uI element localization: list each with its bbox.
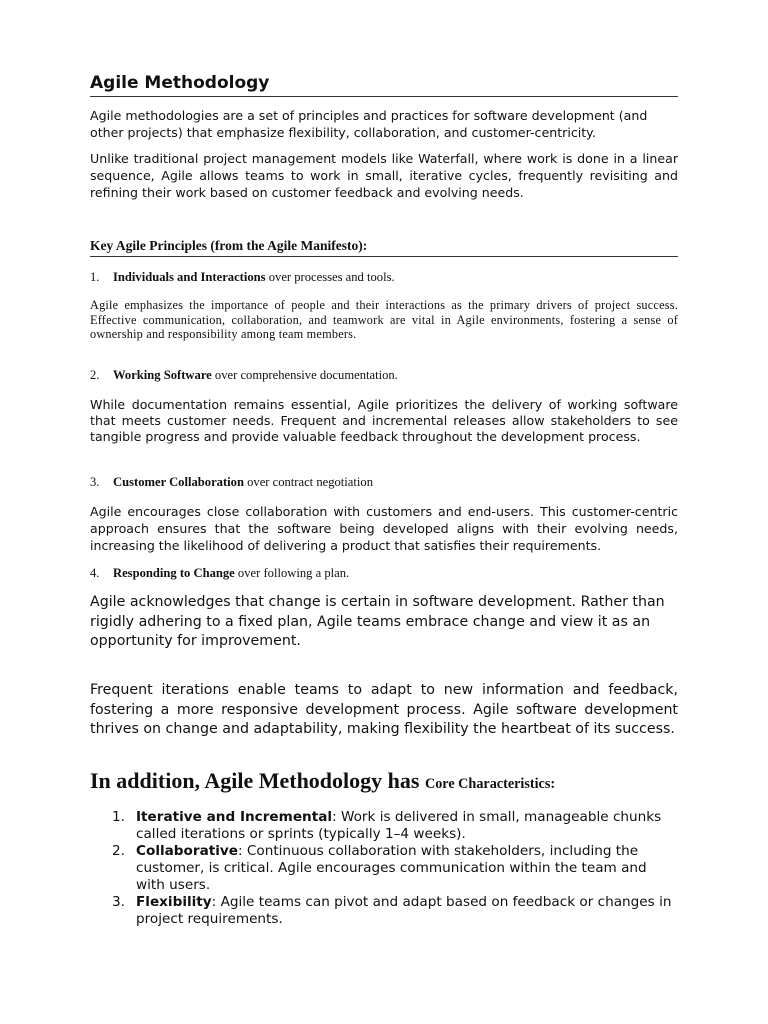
list-number: 1. [112,809,125,825]
list-number: 2. [112,843,125,859]
principle-rest: over processes and tools. [265,270,395,284]
principle-rest: over following a plan. [234,566,350,580]
principles-heading: Key Agile Principles (from the Agile Manifesto): [90,238,678,257]
principle-title: Customer Collaboration [113,475,244,489]
principle-description-1: Agile emphasizes the importance of people and their interactions as the primary drivers of project success. Effective communication, collaboration, and teamwork are vital in Agile environments, fostering a sense of ownership and responsibility among team members. [90,298,678,341]
list-number: 3. [112,894,125,910]
principle-description-2: While documentation remains essential, Agile prioritizes the delivery of working software that meets customer needs. Frequent and incremental releases allow stakeholders to see tangible progress and provide valuable feedback throughout the development process. [90,397,678,444]
characteristic-title: Iterative and Incremental [136,809,333,825]
principle-rest: over comprehensive documentation. [211,368,398,382]
addition-heading-main: In addition, Agile Methodology has [90,768,425,793]
addition-heading [90,768,555,794]
characteristic-item-1 [90,809,678,843]
characteristic-text: : Continuous collaboration with stakeholders, including the customer, is critical. Agile encourages communication within the team and with users. [136,843,647,893]
characteristic-title: Collaborative [136,843,238,859]
principle-number: 4. [90,566,100,580]
closing-paragraph: Frequent iterations enable teams to adapt to new information and feedback, fostering a more responsive development process. Agile software development thrives on change and adaptability, making flexibility the heartbeat of its success. [90,682,678,737]
principle-item-2 [90,368,398,383]
principle-description-3: Agile encourages close collaboration with customers and end-users. This customer-centric approach ensures that the software being developed aligns with their evolving needs, increasing the likelihood of delivering a product that satisfies their requirements. [90,504,678,553]
intro-paragraph-1: Agile methodologies are a set of principles and practices for software development (and other projects) that emphasize flexibility, collaboration, and customer-centricity. [90,108,648,140]
principle-title: Responding to Change [113,566,235,580]
characteristic-item-2 [90,843,678,894]
principle-item-4 [90,566,349,581]
principle-number: 2. [90,368,100,382]
characteristic-text: : Work is delivered in small, manageable chunks called iterations or sprints (typically 1–4 weeks). [136,809,662,842]
principle-item-1 [90,270,395,285]
principle-rest: over contract negotiation [243,475,373,489]
principle-title: Individuals and Interactions [113,270,266,284]
principle-description-4: Agile acknowledges that change is certain in software development. Rather than rigidly adhering to a fixed plan, Agile teams embrace change and view it as an opportunity for improvement. [90,594,665,649]
characteristics-list [90,809,678,928]
page-title: Agile Methodology [90,73,678,97]
principle-item-3 [90,475,373,490]
principle-number: 3. [90,475,100,489]
principle-title: Working Software [113,368,212,382]
intro-paragraph-2: Unlike traditional project management models like Waterfall, where work is done in a linear sequence, Agile allows teams to work in small, iterative cycles, frequently revisiting and refining their work based on customer feedback and evolving needs. [90,151,678,200]
characteristic-item-3 [90,894,678,928]
characteristic-text: : Agile teams can pivot and adapt based on feedback or changes in project requirements. [136,894,672,927]
addition-heading-tail: Core Characteristics: [424,776,556,792]
characteristic-title: Flexibility [136,894,212,910]
principle-number: 1. [90,270,100,284]
